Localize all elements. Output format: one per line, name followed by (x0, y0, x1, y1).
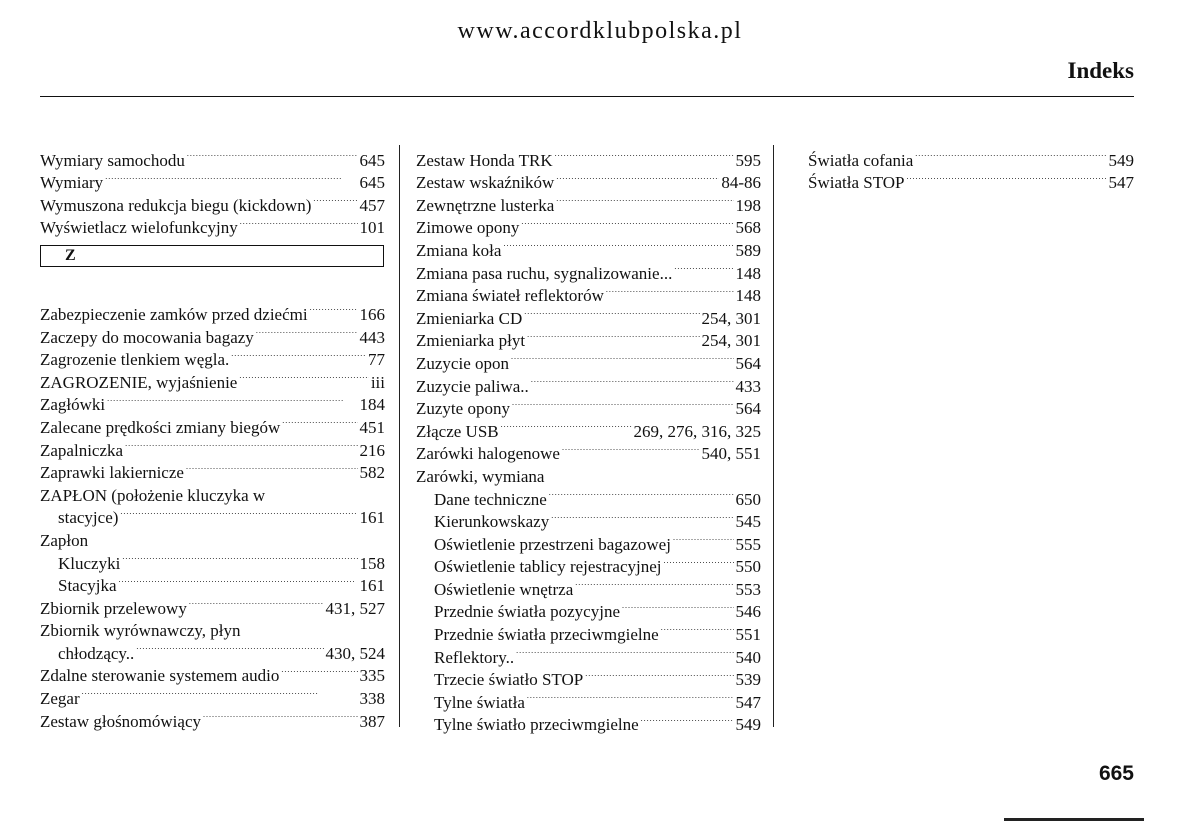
dot-leader (120, 501, 357, 524)
entry-term: Wymiary (40, 173, 104, 193)
entry-pages: 338 (359, 689, 385, 709)
dot-leader (187, 143, 358, 166)
section-title: Indeks (1067, 58, 1134, 83)
entry-term: Zmieniarka CD (416, 308, 523, 328)
entries-list-z (40, 297, 385, 731)
entries-list-z-continued (416, 143, 761, 735)
entry-pages: 161 (359, 508, 385, 528)
index-entry (808, 143, 1134, 170)
dot-leader (673, 527, 734, 550)
entry-pages: 335 (359, 666, 385, 686)
index-entry (40, 297, 385, 324)
dot-leader (585, 663, 733, 686)
entry-pages: 451 (359, 417, 385, 437)
dot-leader (551, 505, 733, 528)
dot-leader (546, 459, 759, 482)
entry-pages: 430, 524 (325, 643, 385, 663)
dot-leader (125, 433, 357, 456)
entry-term: Przednie światła przeciwmgielne (434, 625, 659, 645)
entry-term: Zestaw Honda TRK (416, 150, 553, 170)
dot-leader (282, 410, 357, 433)
entry-pages: 540, 551 (701, 444, 761, 464)
entry-term: Zestaw głośnomówiący (40, 711, 201, 731)
entry-term: Zagrozenie tlenkiem węgla. (40, 350, 230, 370)
dot-leader (186, 456, 358, 479)
entry-pages: 645 (359, 173, 385, 193)
entry-term: Zestaw wskaźników (416, 173, 555, 193)
scan-edge-mark (1004, 818, 1144, 821)
dot-leader (556, 166, 719, 189)
dot-leader (527, 324, 699, 347)
entry-pages: 148 (735, 263, 761, 283)
site-url: www.accordklubpolska.pl (457, 18, 743, 44)
entry-pages: 539 (735, 670, 761, 690)
entry-pages: 553 (735, 579, 761, 599)
entry-pages: 564 (735, 399, 761, 419)
index-entry (40, 681, 385, 709)
entry-term: Kierunkowskazy (434, 512, 550, 532)
entry-term: Zdalne sterowanie systemem audio (40, 666, 280, 686)
index-entry (40, 523, 385, 550)
entry-term: Stacyjka (58, 576, 117, 596)
dot-leader (122, 546, 357, 569)
entry-term: Reflektory.. (434, 647, 515, 667)
entry-pages: 431, 527 (325, 598, 385, 618)
entry-pages: 254, 301 (701, 331, 761, 351)
entry-term: Wyświetlacz wielofunkcyjny (40, 218, 238, 238)
entry-term: Zegar (40, 689, 80, 709)
header-rule (40, 96, 1134, 97)
entry-pages: 148 (735, 286, 761, 306)
column-divider (773, 145, 774, 727)
entry-pages: 545 (735, 512, 761, 532)
entry-term: Zuzycie opon (416, 353, 509, 373)
entry-pages: 184 (359, 395, 385, 415)
entry-term: Światła cofania (808, 150, 914, 170)
entry-term: Zaczepy do mocowania bagazy (40, 327, 254, 347)
dot-leader (575, 572, 733, 595)
entry-term: Oświetlenie wnętrza (434, 579, 574, 599)
entry-pages: 547 (1108, 173, 1134, 193)
dot-leader (512, 392, 734, 415)
index-entry (40, 143, 385, 170)
entry-pages: 568 (735, 218, 761, 238)
entry-pages: 645 (359, 150, 385, 170)
dot-leader (674, 256, 733, 279)
dot-leader (267, 478, 383, 501)
dot-leader (531, 369, 734, 392)
entry-pages: 555 (735, 534, 761, 554)
entry-pages: 582 (359, 463, 385, 483)
entry-pages: 166 (359, 304, 385, 324)
entry-pages: 457 (359, 195, 385, 215)
dot-leader (524, 301, 699, 324)
entry-term: Kluczyki (58, 553, 121, 573)
dot-leader (556, 188, 733, 211)
entry-term: Zbiornik wyrównawczy, płyn (40, 621, 241, 641)
entry-pages: 387 (359, 711, 385, 731)
dot-leader (622, 595, 734, 618)
entry-pages: 77 (368, 350, 385, 370)
dot-leader (516, 640, 733, 663)
entry-term: stacyjce) (58, 508, 119, 528)
dot-leader (119, 569, 358, 592)
entry-term: Zbiornik przelewowy (40, 598, 187, 618)
entry-pages: 547 (735, 692, 761, 712)
entry-term: Zabezpieczenie zamków przed dziećmi (40, 304, 308, 324)
dot-leader (105, 166, 357, 189)
entry-term: Zmiana świateł reflektorów (416, 286, 604, 306)
entry-pages: 595 (735, 150, 761, 170)
dot-leader (501, 414, 632, 437)
entry-term: Zmiana pasa ruchu, sygnalizowanie... (416, 263, 673, 283)
entry-term: Wymiary samochodu (40, 150, 185, 170)
entry-term: Zmieniarka płyt (416, 331, 526, 351)
entry-pages: 550 (735, 557, 761, 577)
entry-pages: 216 (359, 440, 385, 460)
entry-term: chłodzący.. (58, 643, 135, 663)
dot-leader (664, 550, 734, 573)
entry-pages: 589 (735, 240, 761, 260)
entry-term: Zapłon (40, 530, 89, 550)
section-letter-box: Z (40, 245, 384, 267)
entry-pages: 254, 301 (701, 308, 761, 328)
dot-leader (503, 233, 733, 256)
dot-leader (562, 437, 700, 460)
entries-list-s (808, 143, 1134, 193)
index-column-3 (808, 143, 1134, 193)
index-entry (40, 704, 385, 731)
dot-leader (90, 523, 383, 546)
entry-term: Wymuszona redukcja biegu (kickdown) (40, 195, 312, 215)
entry-pages: 158 (359, 553, 385, 573)
entries-list-w (40, 143, 385, 238)
dot-leader (256, 320, 358, 343)
dot-leader (189, 591, 324, 614)
dot-leader (511, 346, 734, 369)
entry-pages: 564 (735, 353, 761, 373)
dot-leader (136, 636, 323, 659)
entry-pages: 161 (359, 576, 385, 596)
column-divider (399, 145, 400, 727)
entry-pages: 549 (1108, 150, 1134, 170)
entry-pages: 546 (735, 602, 761, 622)
dot-leader (915, 143, 1106, 166)
entry-term: Tylne światła (434, 692, 525, 712)
dot-leader (527, 685, 734, 708)
entry-pages: iii (370, 372, 385, 392)
dot-leader (310, 297, 358, 320)
entry-term: ZAGROZENIE, wyjaśnienie (40, 372, 238, 392)
dot-leader (521, 211, 733, 234)
entry-term: Przednie światła pozycyjne (434, 602, 620, 622)
dot-leader (203, 704, 358, 727)
entry-term: Zarówki, wymiana (416, 466, 545, 486)
entry-pages: 650 (735, 489, 761, 509)
dot-leader (107, 388, 357, 411)
entry-pages: 443 (359, 327, 385, 347)
entry-term: Dane techniczne (434, 489, 547, 509)
dot-leader (606, 279, 734, 302)
dot-leader (243, 614, 384, 637)
entry-term: Zewnętrzne lusterka (416, 195, 555, 215)
entry-term: Zimowe opony (416, 218, 520, 238)
entry-term: Zmiana koła (416, 240, 502, 260)
dot-leader (281, 659, 357, 682)
dot-leader (231, 343, 366, 366)
dot-leader (555, 143, 734, 166)
entry-pages: 269, 276, 316, 325 (633, 421, 761, 441)
entry-term: ZAPŁON (położenie kluczyka w (40, 485, 266, 505)
dot-leader (240, 211, 358, 234)
dot-leader (239, 365, 368, 388)
entry-pages: 198 (735, 195, 761, 215)
entry-term: Zagłówki (40, 395, 106, 415)
dot-leader (549, 482, 734, 505)
index-column-1 (40, 143, 385, 731)
page-number: 665 (1098, 762, 1134, 785)
entry-term: Zuzycie paliwa.. (416, 376, 529, 396)
entry-term: Zaprawki lakiernicze (40, 463, 184, 483)
entry-pages: 540 (735, 647, 761, 667)
entry-term: Oświetlenie tablicy rejestracyjnej (434, 557, 662, 577)
dot-leader (82, 681, 358, 704)
entry-term: Światła STOP (808, 173, 905, 193)
entry-pages: 84-86 (721, 173, 761, 193)
dot-leader (661, 617, 734, 640)
index-entry (416, 143, 761, 170)
entry-term: Trzecie światło STOP (434, 670, 584, 690)
entry-term: Zuzyte opony (416, 399, 510, 419)
entry-term: Oświetlenie przestrzeni bagazowej (434, 534, 671, 554)
entry-pages: 433 (735, 376, 761, 396)
entry-term: Zapalniczka (40, 440, 124, 460)
dot-leader (907, 166, 1107, 189)
dot-leader (641, 708, 734, 731)
index-column-2 (416, 143, 761, 735)
entry-term: Złącze USB (416, 421, 499, 441)
index-entry (40, 546, 385, 573)
entry-pages: 551 (735, 625, 761, 645)
entry-term: Tylne światło przeciwmgielne (434, 715, 639, 735)
entry-term: Zarówki halogenowe (416, 444, 560, 464)
entry-term: Zalecane prędkości zmiany biegów (40, 417, 281, 437)
dot-leader (313, 188, 357, 211)
entry-pages: 101 (359, 218, 385, 238)
entry-pages: 549 (735, 715, 761, 735)
